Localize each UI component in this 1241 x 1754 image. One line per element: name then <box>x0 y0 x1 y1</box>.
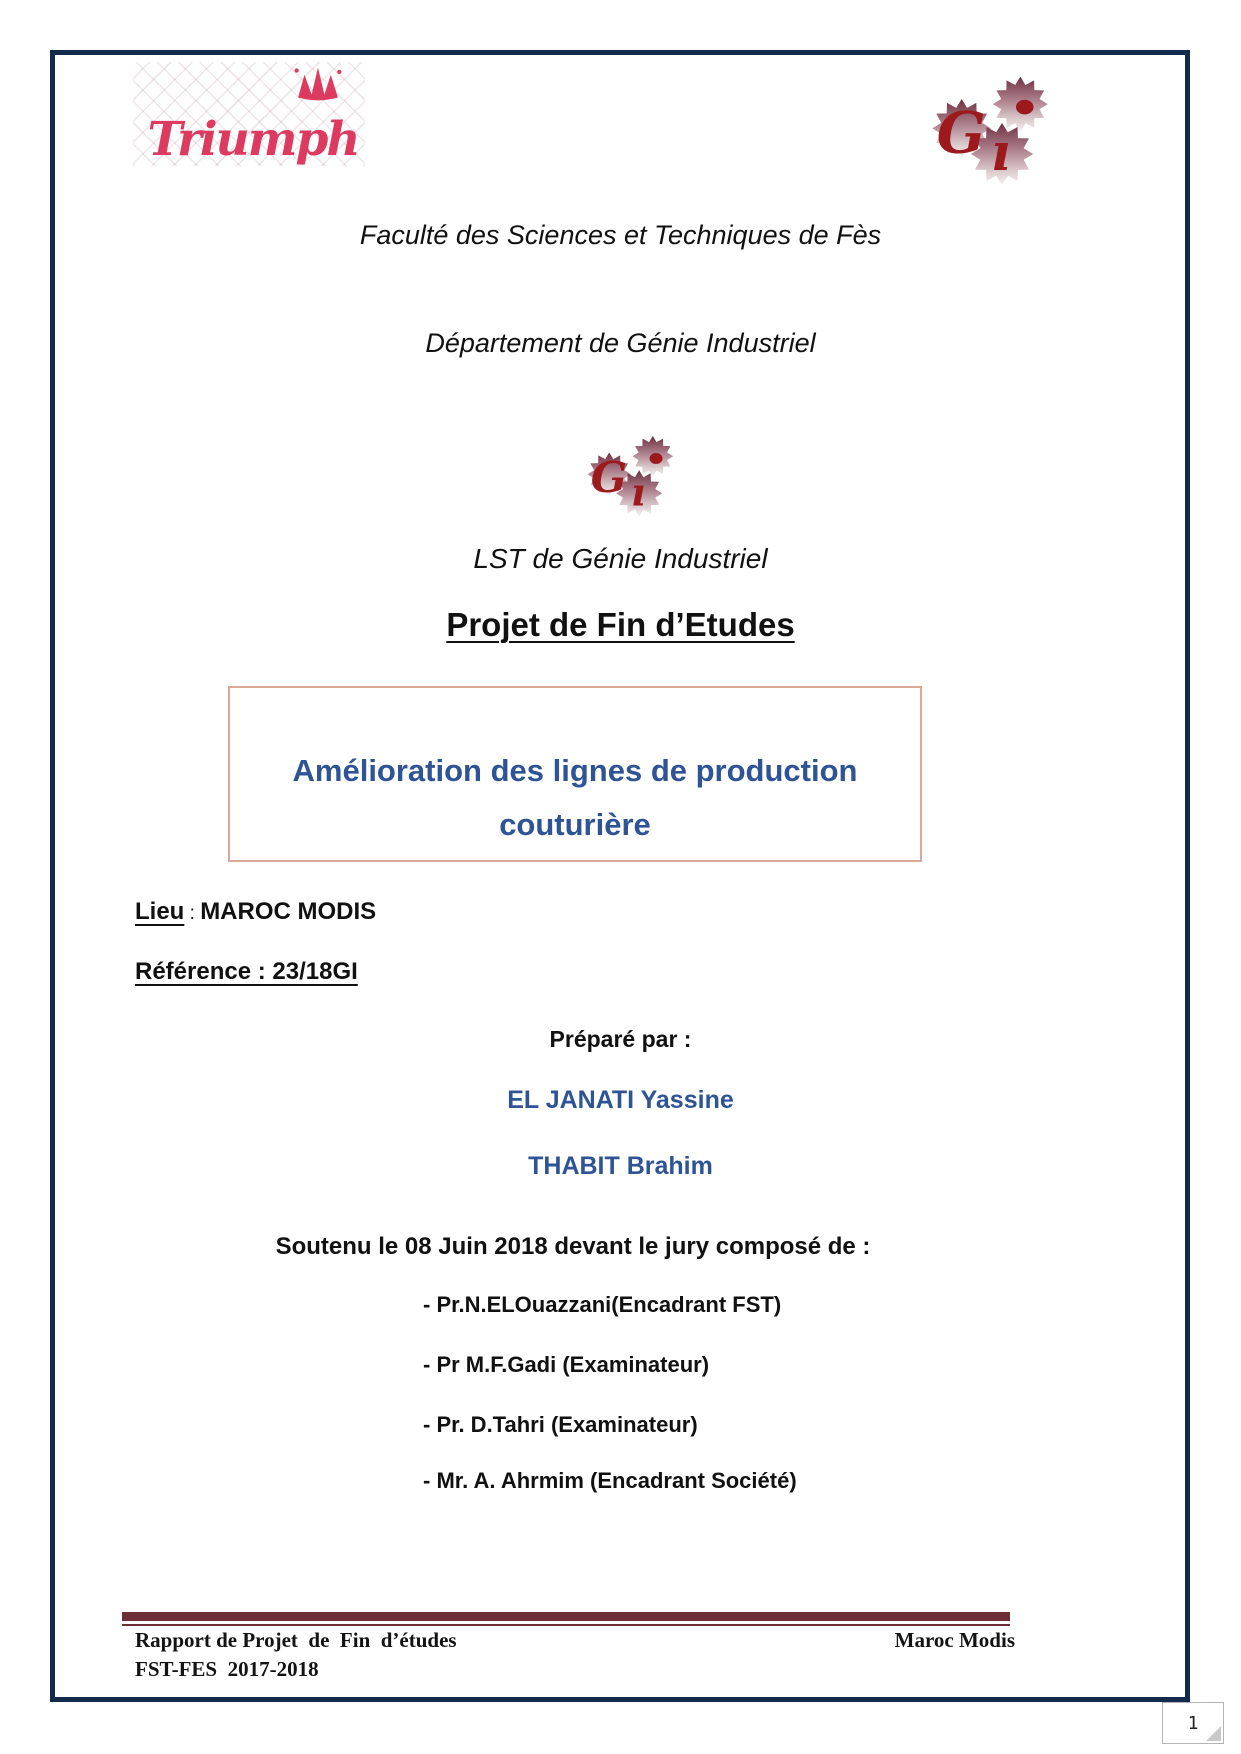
author-name: THABIT Brahim <box>528 1152 713 1180</box>
project-title-line1: Amélioration des lignes de production <box>292 753 858 788</box>
footer-rule-bar <box>122 1612 1010 1621</box>
lieu-value: MAROC MODIS <box>200 898 377 925</box>
project-title-line2: couturière <box>499 807 651 842</box>
jury-member: - Pr M.F.Gadi (Examinateur) <box>423 1352 710 1377</box>
report-type-text: Projet de Fin d’Etudes <box>446 606 795 643</box>
faculty-line: Faculté des Sciences et Techniques de Fès <box>359 220 882 250</box>
reference-text: Référence : 23/18GI <box>135 958 358 985</box>
jury-member: - Pr.N.ELOuazzani(Encadrant FST) <box>423 1292 782 1317</box>
department-line: Département de Génie Industriel <box>425 328 816 358</box>
jury-member: - Pr. D.Tahri (Examinateur) <box>423 1412 698 1437</box>
report-type-title <box>55 606 1186 644</box>
lieu-line <box>135 898 376 926</box>
prepared-by-label: Préparé par : <box>549 1026 692 1052</box>
triumph-logo-text: Triumph <box>147 112 359 168</box>
reference-line <box>135 958 358 986</box>
gi-letter-g: G <box>936 99 986 167</box>
gi-logo-large <box>915 66 1067 198</box>
project-title-box <box>228 686 922 862</box>
triumph-logo <box>133 62 365 166</box>
lieu-label: Lieu <box>135 898 185 925</box>
crown-icon <box>291 64 345 104</box>
author-name: EL JANATI Yassine <box>507 1086 734 1114</box>
footer-school-year: FST-FES 2017-2018 <box>135 1657 319 1681</box>
footer-report-title: Rapport de Projet de Fin d’études <box>135 1628 457 1652</box>
page-number-tab <box>1162 1702 1224 1744</box>
footer-rule-thin <box>122 1624 1010 1626</box>
jury-intro-line: Soutenu le 08 Juin 2018 devant le jury composé de : <box>275 1233 871 1260</box>
gi-i-dot <box>1016 100 1034 115</box>
footer-row <box>135 1628 1015 1653</box>
program-line: LST de Génie Industriel <box>473 543 768 574</box>
page-border-frame <box>50 50 1190 1702</box>
page-number: 1 <box>1187 1712 1199 1734</box>
gi-letter-i: ı <box>991 123 1011 184</box>
lieu-separator: : <box>184 903 201 924</box>
footer-company: Maroc Modis <box>894 1628 1015 1652</box>
jury-member: - Mr. A. Ahrmim (Encadrant Société) <box>423 1468 797 1493</box>
gi-logo-small <box>576 428 686 526</box>
